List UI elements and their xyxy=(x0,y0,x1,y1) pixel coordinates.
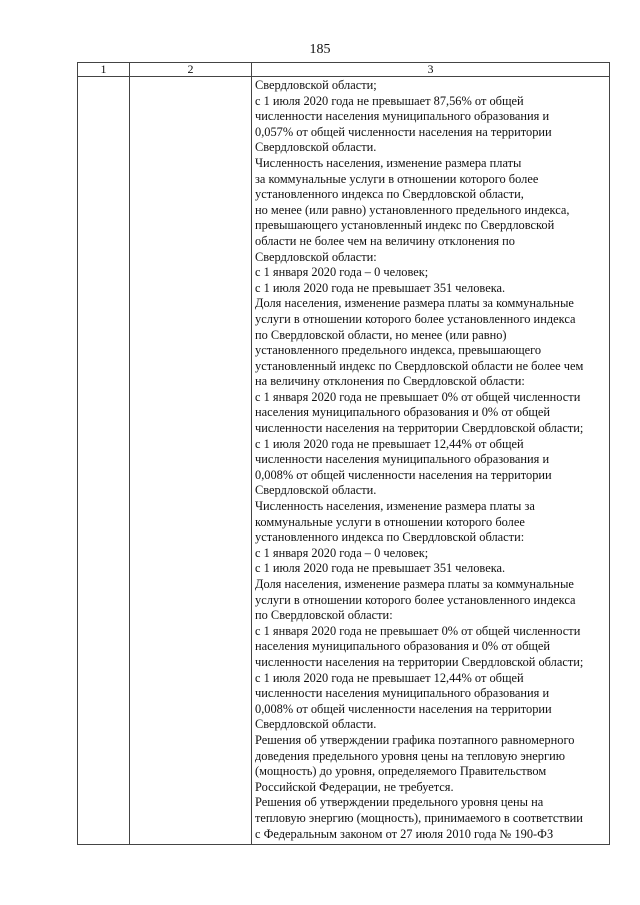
table-header-row xyxy=(78,63,610,77)
text-line: установленного индекса по Свердловской области: xyxy=(255,530,525,545)
cell-column-2 xyxy=(130,77,252,845)
text-line: услуги в отношении которого более установленного индекса xyxy=(255,311,576,326)
text-line: 0,057% от общей численности населения на территории xyxy=(255,124,552,139)
text-line: тепловую энергию (мощность), принимаемого в соответствии xyxy=(255,810,583,825)
text-line: с 1 июля 2020 года не превышает 12,44% от общей xyxy=(255,670,524,685)
text-line: по Свердловской области: xyxy=(255,608,393,623)
text-line: численности населения муниципального образования и xyxy=(255,452,550,467)
cell-column-1 xyxy=(78,77,130,845)
text-line: Свердловской области: xyxy=(255,249,377,264)
text-line: превышающего установленный индекс по Свердловской xyxy=(255,218,555,233)
text-line: 0,008% от общей численности населения на территории xyxy=(255,467,552,482)
text-line: с 1 января 2020 года – 0 человек; xyxy=(255,265,429,280)
text-line: с 1 июля 2020 года не превышает 87,56% от общей xyxy=(255,93,524,108)
text-line: Доля населения, изменение размера платы за коммунальные xyxy=(255,577,574,591)
column-header-1: 1 xyxy=(78,63,130,77)
table-row xyxy=(78,77,610,845)
text-line: но менее (или равно) установленного предельного индекса, xyxy=(255,202,570,217)
text-line: установленного предельного индекса, превышающего xyxy=(255,343,542,358)
text-line: численности населения на территории Свердловской области; xyxy=(255,654,584,669)
text-line: с 1 января 2020 года не превышает 0% от общей численности xyxy=(255,623,581,638)
text-line: за коммунальные услуги в отношении которого более xyxy=(255,171,539,186)
text-line: Российской Федерации, не требуется. xyxy=(255,779,454,794)
text-line: (мощность) до уровня, определяемого Правительством xyxy=(255,764,547,779)
text-line: доведения предельного уровня цены на тепловую энергию xyxy=(255,748,565,763)
text-line: области не более чем на величину отклонения по xyxy=(255,233,515,248)
text-line: численности населения муниципального образования и xyxy=(255,109,550,124)
cell-text xyxy=(252,77,609,844)
text-line: численности населения на территории Свердловской области; xyxy=(255,421,584,436)
text-line: 0,008% от общей численности населения на территории xyxy=(255,701,552,716)
text-line: численности населения муниципального образования и xyxy=(255,686,550,701)
text-line: установленного индекса по Свердловской области, xyxy=(255,187,524,202)
text-line: на величину отклонения по Свердловской области: xyxy=(255,374,525,389)
text-line: Решения об утверждении предельного уровня цены на xyxy=(255,795,544,810)
text-line: Решения об утверждении графика поэтапного равномерного xyxy=(255,732,575,747)
page-number: 185 xyxy=(309,42,331,57)
column-header-3: 3 xyxy=(252,63,610,77)
text-line: установленный индекс по Свердловской области не более чем xyxy=(255,358,584,373)
document-table xyxy=(77,62,610,845)
cell-column-3 xyxy=(252,77,610,845)
text-line: Свердловской области. xyxy=(255,140,377,155)
text-line: Свердловской области. xyxy=(255,717,377,732)
text-line: населения муниципального образования и 0% от общей xyxy=(255,405,551,420)
text-line: Доля населения, изменение размера платы за коммунальные xyxy=(255,296,574,311)
text-line: по Свердловской области, но менее (или равно) xyxy=(255,327,507,342)
text-line: с 1 июля 2020 года не превышает 12,44% от общей xyxy=(255,436,524,451)
text-line: с 1 июля 2020 года не превышает 351 человека. xyxy=(255,561,506,576)
column-header-2: 2 xyxy=(130,63,252,77)
text-line: с 1 января 2020 года не превышает 0% от общей численности xyxy=(255,389,581,404)
text-line: с 1 июля 2020 года не превышает 351 человека. xyxy=(255,280,506,295)
text-line: Свердловской области. xyxy=(255,483,377,498)
text-line: Численность населения, изменение размера платы за xyxy=(255,499,535,514)
text-line: с 1 января 2020 года – 0 человек; xyxy=(255,545,429,560)
text-line: услуги в отношении которого более установленного индекса xyxy=(255,592,576,607)
text-line: Свердловской области; xyxy=(255,78,377,92)
text-line: населения муниципального образования и 0% от общей xyxy=(255,639,551,654)
text-line: коммунальные услуги в отношении которого более xyxy=(255,514,525,529)
text-line: с Федеральным законом от 27 июля 2010 года № 190-ФЗ xyxy=(255,826,554,841)
text-line: Численность населения, изменение размера платы xyxy=(255,155,522,170)
